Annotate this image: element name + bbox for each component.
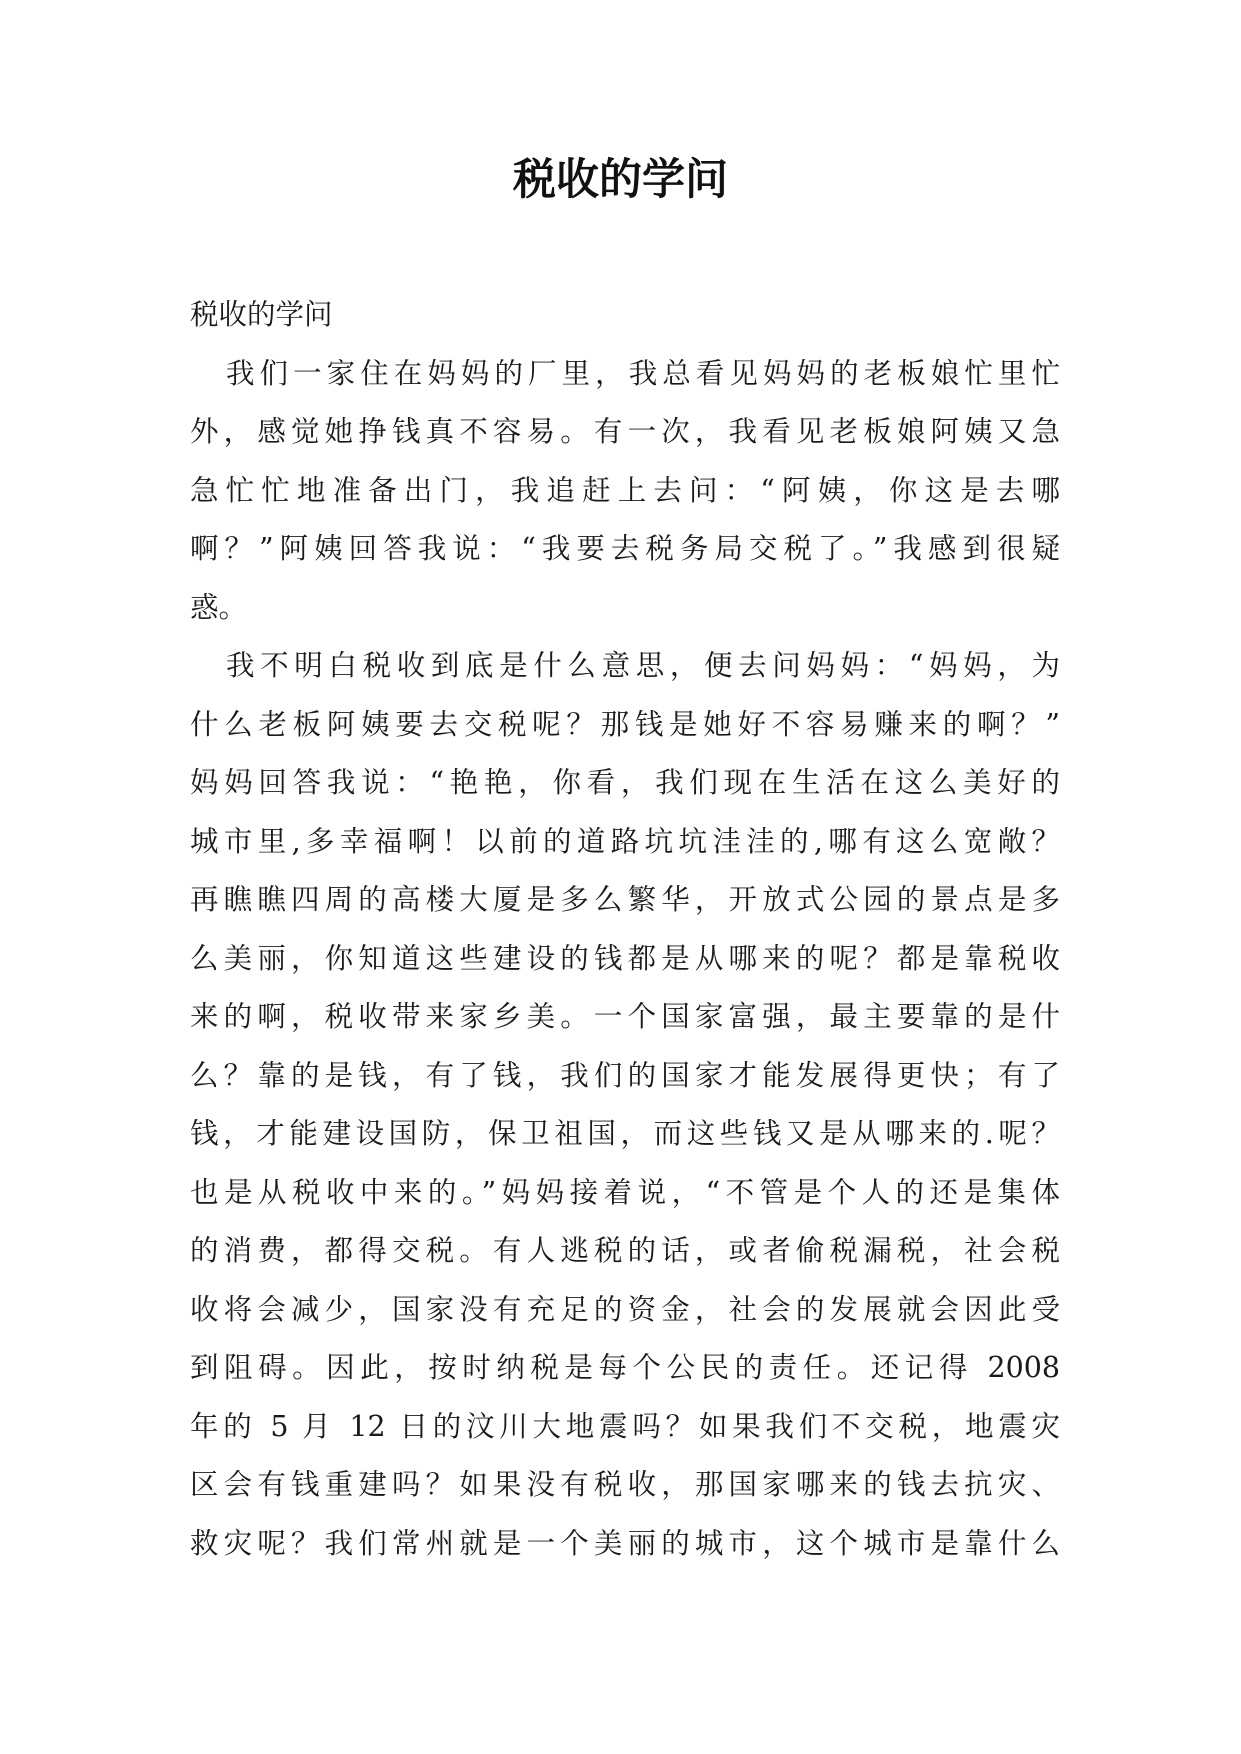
paragraph-line: 到阻碍。因此，按时纳税是每个公民的责任。还记得 2008 xyxy=(190,1351,1060,1384)
paragraph-line: 么美丽，你知道这些建设的钱都是从哪来的呢？都是靠税收 xyxy=(190,941,1060,975)
document-body xyxy=(190,286,1060,1573)
paragraph-line: 我们一家住在妈妈的厂里，我总看见妈妈的老板娘忙里忙 xyxy=(226,356,1060,390)
paragraph-line: 惑。 xyxy=(190,590,248,624)
paragraph-line: 啊？”阿姨回答我说：“我要去税务局交税了。”我感到很疑 xyxy=(190,532,1060,565)
paragraph-line: 么？靠的是钱，有了钱，我们的国家才能发展得更快；有了 xyxy=(190,1058,1060,1092)
paragraph-line: 来的啊，税收带来家乡美。一个国家富强，最主要靠的是什 xyxy=(190,1000,1060,1033)
paragraph-line: 年的 5 月 12 日的汶川大地震吗？如果我们不交税，地震灾 xyxy=(190,1409,1060,1443)
paragraph-line: 我不明白税收到底是什么意思，便去问妈妈：“妈妈，为 xyxy=(226,649,1060,682)
paragraph-line: 的消费，都得交税。有人逃税的话，或者偷税漏税，社会税 xyxy=(190,1234,1060,1267)
paragraph-line: 收将会减少，国家没有充足的资金，社会的发展就会因此受 xyxy=(190,1292,1060,1326)
paragraph-line: 什么老板阿姨要去交税呢？那钱是她好不容易赚来的啊？” xyxy=(190,707,1060,741)
paragraph-line: 钱，才能建设国防，保卫祖国，而这些钱又是从哪来的.呢？ xyxy=(190,1117,1060,1150)
paragraph-line: 妈妈回答我说：“艳艳，你看，我们现在生活在这么美好的 xyxy=(190,766,1060,799)
paragraph-line: 再瞧瞧四周的高楼大厦是多么繁华，开放式公园的景点是多 xyxy=(190,883,1060,916)
paragraph-line: 城市里,多幸福啊！以前的道路坑坑洼洼的,哪有这么宽敞？ xyxy=(190,824,1060,858)
paragraph-line: 也是从税收中来的。”妈妈接着说，“不管是个人的还是集体 xyxy=(190,1175,1060,1209)
paragraph-line: 急忙忙地准备出门，我追赶上去问：“阿姨，你这是去哪 xyxy=(190,473,1060,507)
paragraph-line: 救灾呢？我们常州就是一个美丽的城市，这个城市是靠什么 xyxy=(190,1526,1060,1560)
paragraph-line: 外，感觉她挣钱真不容易。有一次，我看见老板娘阿姨又急 xyxy=(190,415,1060,448)
paragraph-line: 区会有钱重建吗？如果没有税收，那国家哪来的钱去抗灾、 xyxy=(190,1468,1060,1501)
body-heading-line: 税收的学问 xyxy=(190,298,333,331)
document-title: 税收的学问 xyxy=(513,155,728,205)
